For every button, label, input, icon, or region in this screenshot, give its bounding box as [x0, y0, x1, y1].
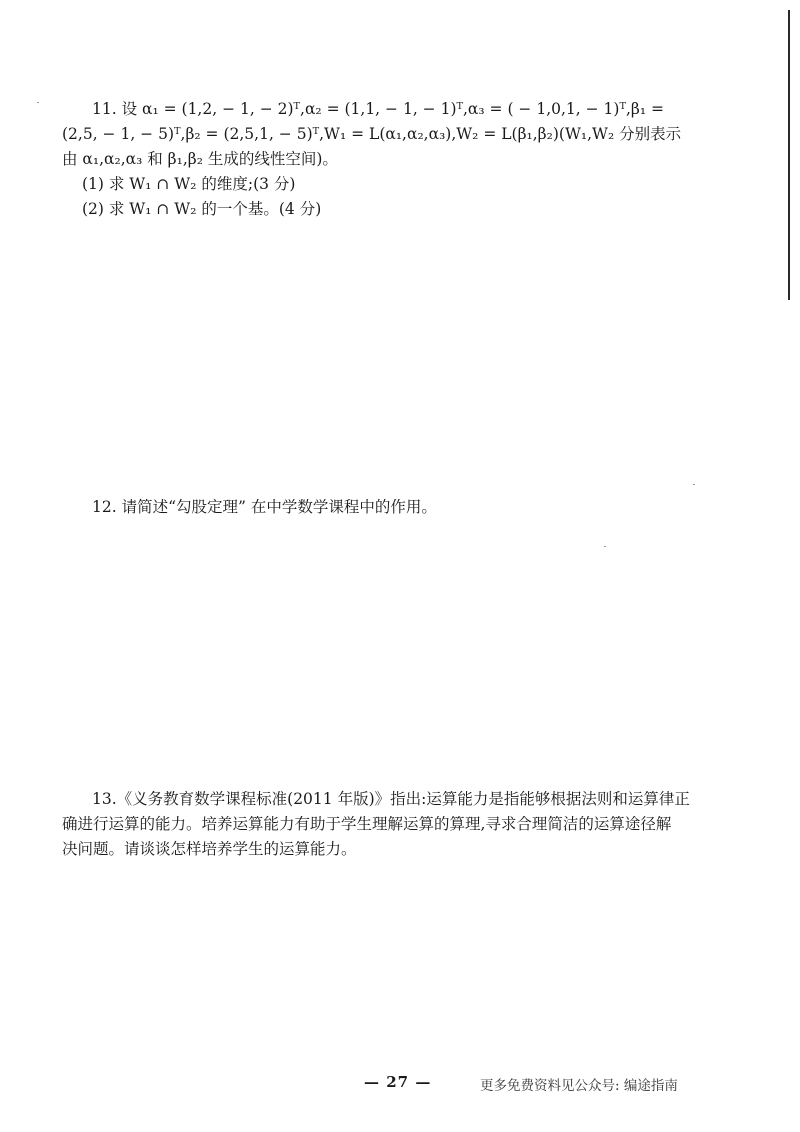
footer-promo-text: 更多免费资料见公众号: 编途指南 [480, 1078, 678, 1094]
question-12-line-1: 12. 请简述“勾股定理” 在中学数学课程中的作用。 [92, 498, 437, 516]
page-footer [0, 1073, 800, 1095]
question-13-line-2: 确进行运算的能力。培养运算能力有助于学生理解运算的算理,寻求合理简洁的运算途径解 [62, 815, 672, 833]
question-11-part-2: (2) 求 W₁ ∩ W₂ 的一个基。(4 分) [82, 200, 322, 218]
question-11-line-3: 由 α₁,α₂,α₃ 和 β₁,β₂ 生成的线性空间)。 [62, 150, 338, 168]
question-11-line-2: (2,5, − 1, − 5)ᵀ,β₂ = (2,5,1, − 5)ᵀ,W₁ = L(α₁,α₂,α₃),W₂ = L(β₁,β₂)(W₁,W₂ 分别表示 [62, 125, 682, 143]
question-11-part-1: (1) 求 W₁ ∩ W₂ 的维度;(3 分) [82, 175, 296, 193]
question-12 [92, 495, 437, 520]
page-number: — 27 — [364, 1073, 432, 1091]
question-11 [62, 97, 762, 222]
question-13-line-3: 决问题。请谈谈怎样培养学生的运算能力。 [62, 840, 357, 858]
scan-speck [693, 484, 695, 485]
question-13-line-1: 13.《义务教育数学课程标准(2011 年版)》指出:运算能力是指能够根据法则和运算律正 [92, 790, 690, 808]
margin-rule [788, 10, 790, 300]
scan-speck [604, 546, 606, 547]
question-13 [62, 787, 762, 862]
question-11-line-1: 11. 设 α₁ = (1,2, − 1, − 2)ᵀ,α₂ = (1,1, − 1, − 1)ᵀ,α₃ = ( − 1,0,1, − 1)ᵀ,β₁ = [92, 100, 664, 118]
scan-speck [37, 102, 39, 103]
